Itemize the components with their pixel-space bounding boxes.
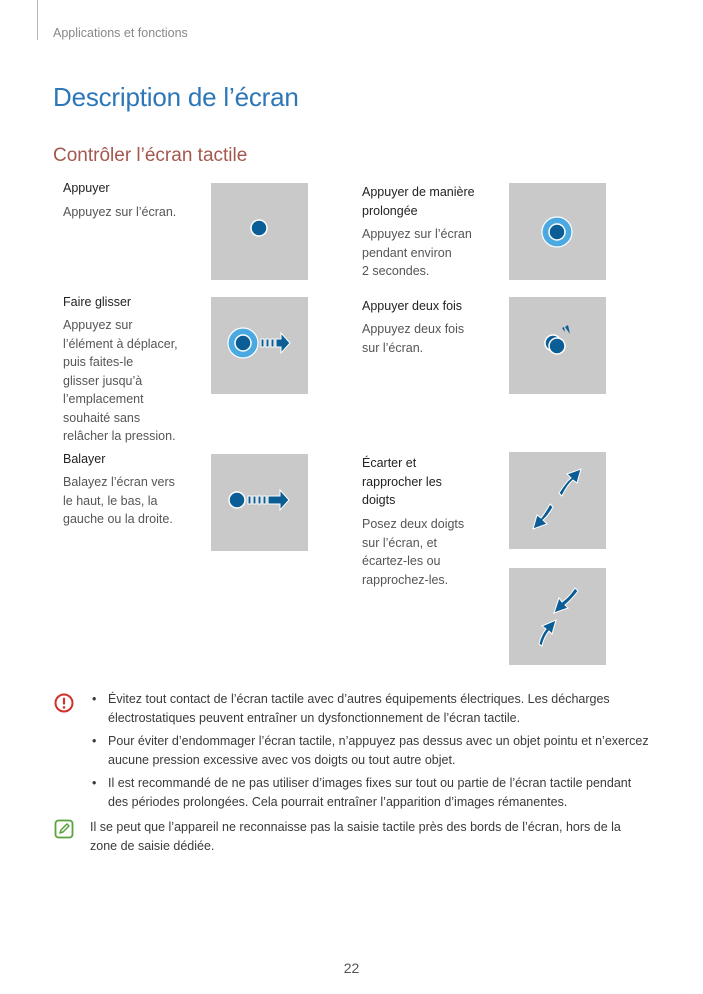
double-tap-desc [362,320,464,357]
spread-pinch-title-line-2: rapprocher les [362,474,442,489]
touch-point [229,492,245,508]
long-press-title-line-1: Appuyer de manière [362,185,475,199]
double-tap-desc-line-2: sur l’écran. [362,340,424,355]
spread-pinch-desc-line-2: sur l’écran, et [362,535,438,550]
drag-arrow [261,333,290,353]
swipe-arrow [248,490,289,510]
spread-illustration [509,452,606,549]
warning-list [90,690,650,816]
tap-illustration [211,183,308,280]
note-icon [54,819,74,844]
warning-item: • Pour éviter d’endommager l’écran tactile, n’appuyez pas dessus avec un objet pointu et n’exercez aucune pression excessive avec vos doigts ou tout autre objet. [90,732,650,769]
note-text: Il se peut que l’appareil ne reconnaisse pas la saisie tactile près des bords de l’écran, hors de la zone de saisie dédiée. [90,820,621,853]
pinch-arrow-in-top [554,588,578,613]
double-tap-title: Appuyer deux fois [362,299,463,313]
spread-pinch-desc [362,515,464,589]
drag-desc [63,316,178,446]
double-tap-desc-line-1: Appuyez deux fois [362,322,465,336]
touch-point [251,220,267,236]
caution-icon [54,693,74,718]
touch-point [549,224,565,240]
pinch-arrow-in-bottom [539,620,556,646]
running-head: Applications et fonctions [53,26,188,40]
long-press-desc [362,225,472,281]
spread-arrow-down [533,504,553,529]
drag-desc-line-6: souhaité sans [63,410,141,425]
long-press-desc-line-3: 2 secondes. [362,264,430,278]
tap-title: Appuyer [63,181,110,195]
spread-arrow-up [559,469,581,496]
drag-desc-line-3: puis faites-le [63,355,134,369]
swipe-desc-line-3: gauche ou la droite. [63,512,173,526]
tap-desc: Appuyez sur l’écran. [63,205,177,219]
long-press-desc-line-2: pendant environ [362,245,452,260]
swipe-desc-line-1: Balayez l’écran vers [63,475,175,489]
warning-item: • Il est recommandé de ne pas utiliser d’images fixes sur tout ou partie de l’écran tactile pendant des périodes prolongées. Cela pourrait entraîner l’apparition d’images rémanentes. [90,774,650,811]
spread-pinch-desc-line-3: écartez-les ou [362,554,441,568]
long-press-illustration [509,183,606,280]
spread-pinch-desc-line-4: rapprochez-les. [362,572,449,587]
touch-point [549,338,565,354]
spread-pinch-title [362,454,442,510]
drag-desc-line-5: l’emplacement [63,392,144,406]
tap-mark [562,327,565,332]
drag-desc-line-2: l’élément à déplacer, [63,336,178,351]
drag-illustration [211,297,308,394]
swipe-title: Balayer [63,452,106,466]
swipe-illustration [211,454,308,551]
long-press-desc-line-1: Appuyez sur l’écran [362,227,472,241]
drag-desc-line-7: relâcher la pression. [63,429,176,443]
tap-mark [565,325,570,334]
swipe-desc-line-2: le haut, le bas, la [63,493,158,508]
swipe-desc [63,473,175,529]
pinch-illustration [509,568,606,665]
touch-point [235,335,251,351]
warning-item: • Évitez tout contact de l’écran tactile avec d’autres équipements électriques. Les décharges électrostatiques peuvent entraîner un dysfonctionnement de l’écran tactile. [90,690,650,727]
long-press-title [362,183,475,220]
page-rule [37,0,38,40]
page-title: Description de l’écran [53,82,299,112]
drag-desc-line-1: Appuyez sur [63,318,133,332]
drag-desc-line-4: glisser jusqu’à [63,373,143,388]
section-title: Contrôler l’écran tactile [53,145,248,166]
page-number: 22 [343,960,360,976]
long-press-title-line-2: prolongée [362,203,418,218]
spread-pinch-title-line-3: doigts [362,493,396,507]
drag-title: Faire glisser [63,295,132,309]
spread-pinch-desc-line-1: Posez deux doigts [362,517,465,531]
double-tap-illustration [509,297,606,394]
spread-pinch-title-line-1: Écarter et [362,456,417,470]
